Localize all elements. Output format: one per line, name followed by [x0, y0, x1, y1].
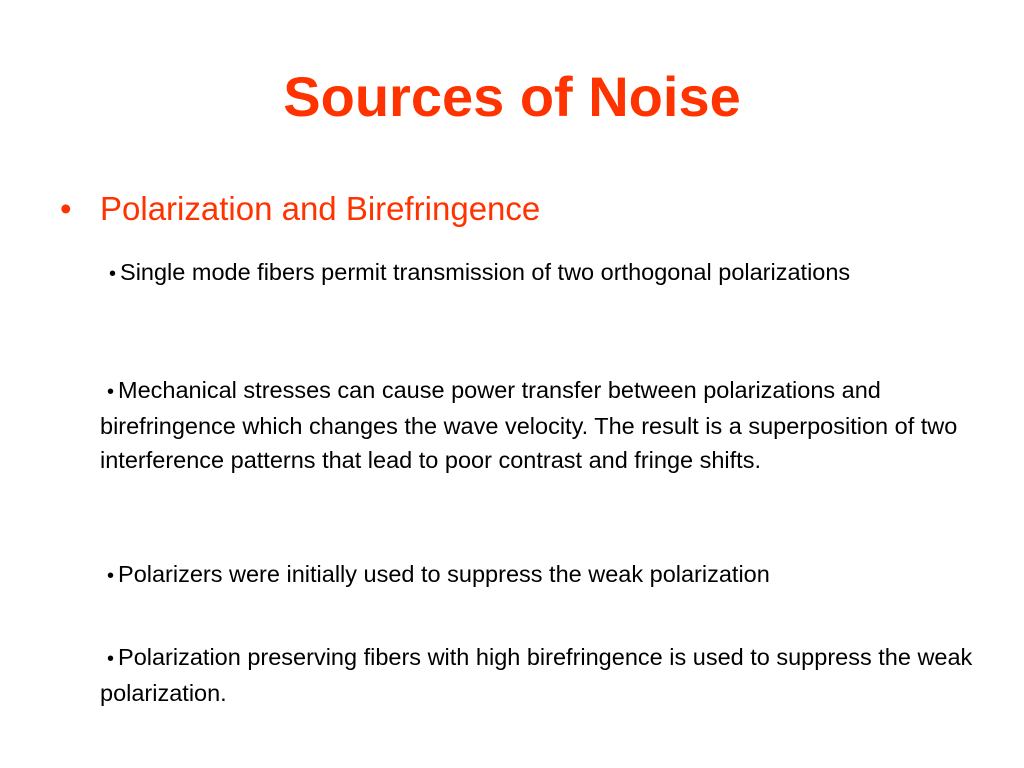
sub-bullet-text: Mechanical stresses can cause power transfer between polarizations and birefringence which changes the wave velocity. The result is a superposition of two interference patterns that lead to poor contrast and fringe shifts. — [100, 377, 958, 473]
sub-bullet-icon: • — [107, 381, 115, 403]
sub-bullet — [100, 557, 980, 593]
sub-bullet-icon: • — [109, 263, 117, 285]
sub-bullet-text: Polarizers were initially used to suppress the weak polarization — [118, 561, 770, 587]
sub-bullet-text: Single mode fibers permit transmission of two orthogonal polarizations — [120, 259, 851, 285]
main-bullet — [60, 189, 540, 229]
sub-bullet — [100, 373, 980, 477]
sub-bullet — [100, 255, 980, 291]
sub-bullet-icon: • — [107, 565, 115, 587]
sub-bullet-text: Polarization preserving fibers with high birefringence is used to suppress the weak polarization. — [100, 644, 973, 706]
sub-bullet — [100, 640, 980, 710]
main-bullet-text: Polarization and Birefringence — [100, 190, 541, 227]
bullet-icon: • — [60, 190, 72, 227]
slide-title: Sources of Noise — [283, 65, 741, 128]
sub-bullet-icon: • — [107, 648, 115, 670]
